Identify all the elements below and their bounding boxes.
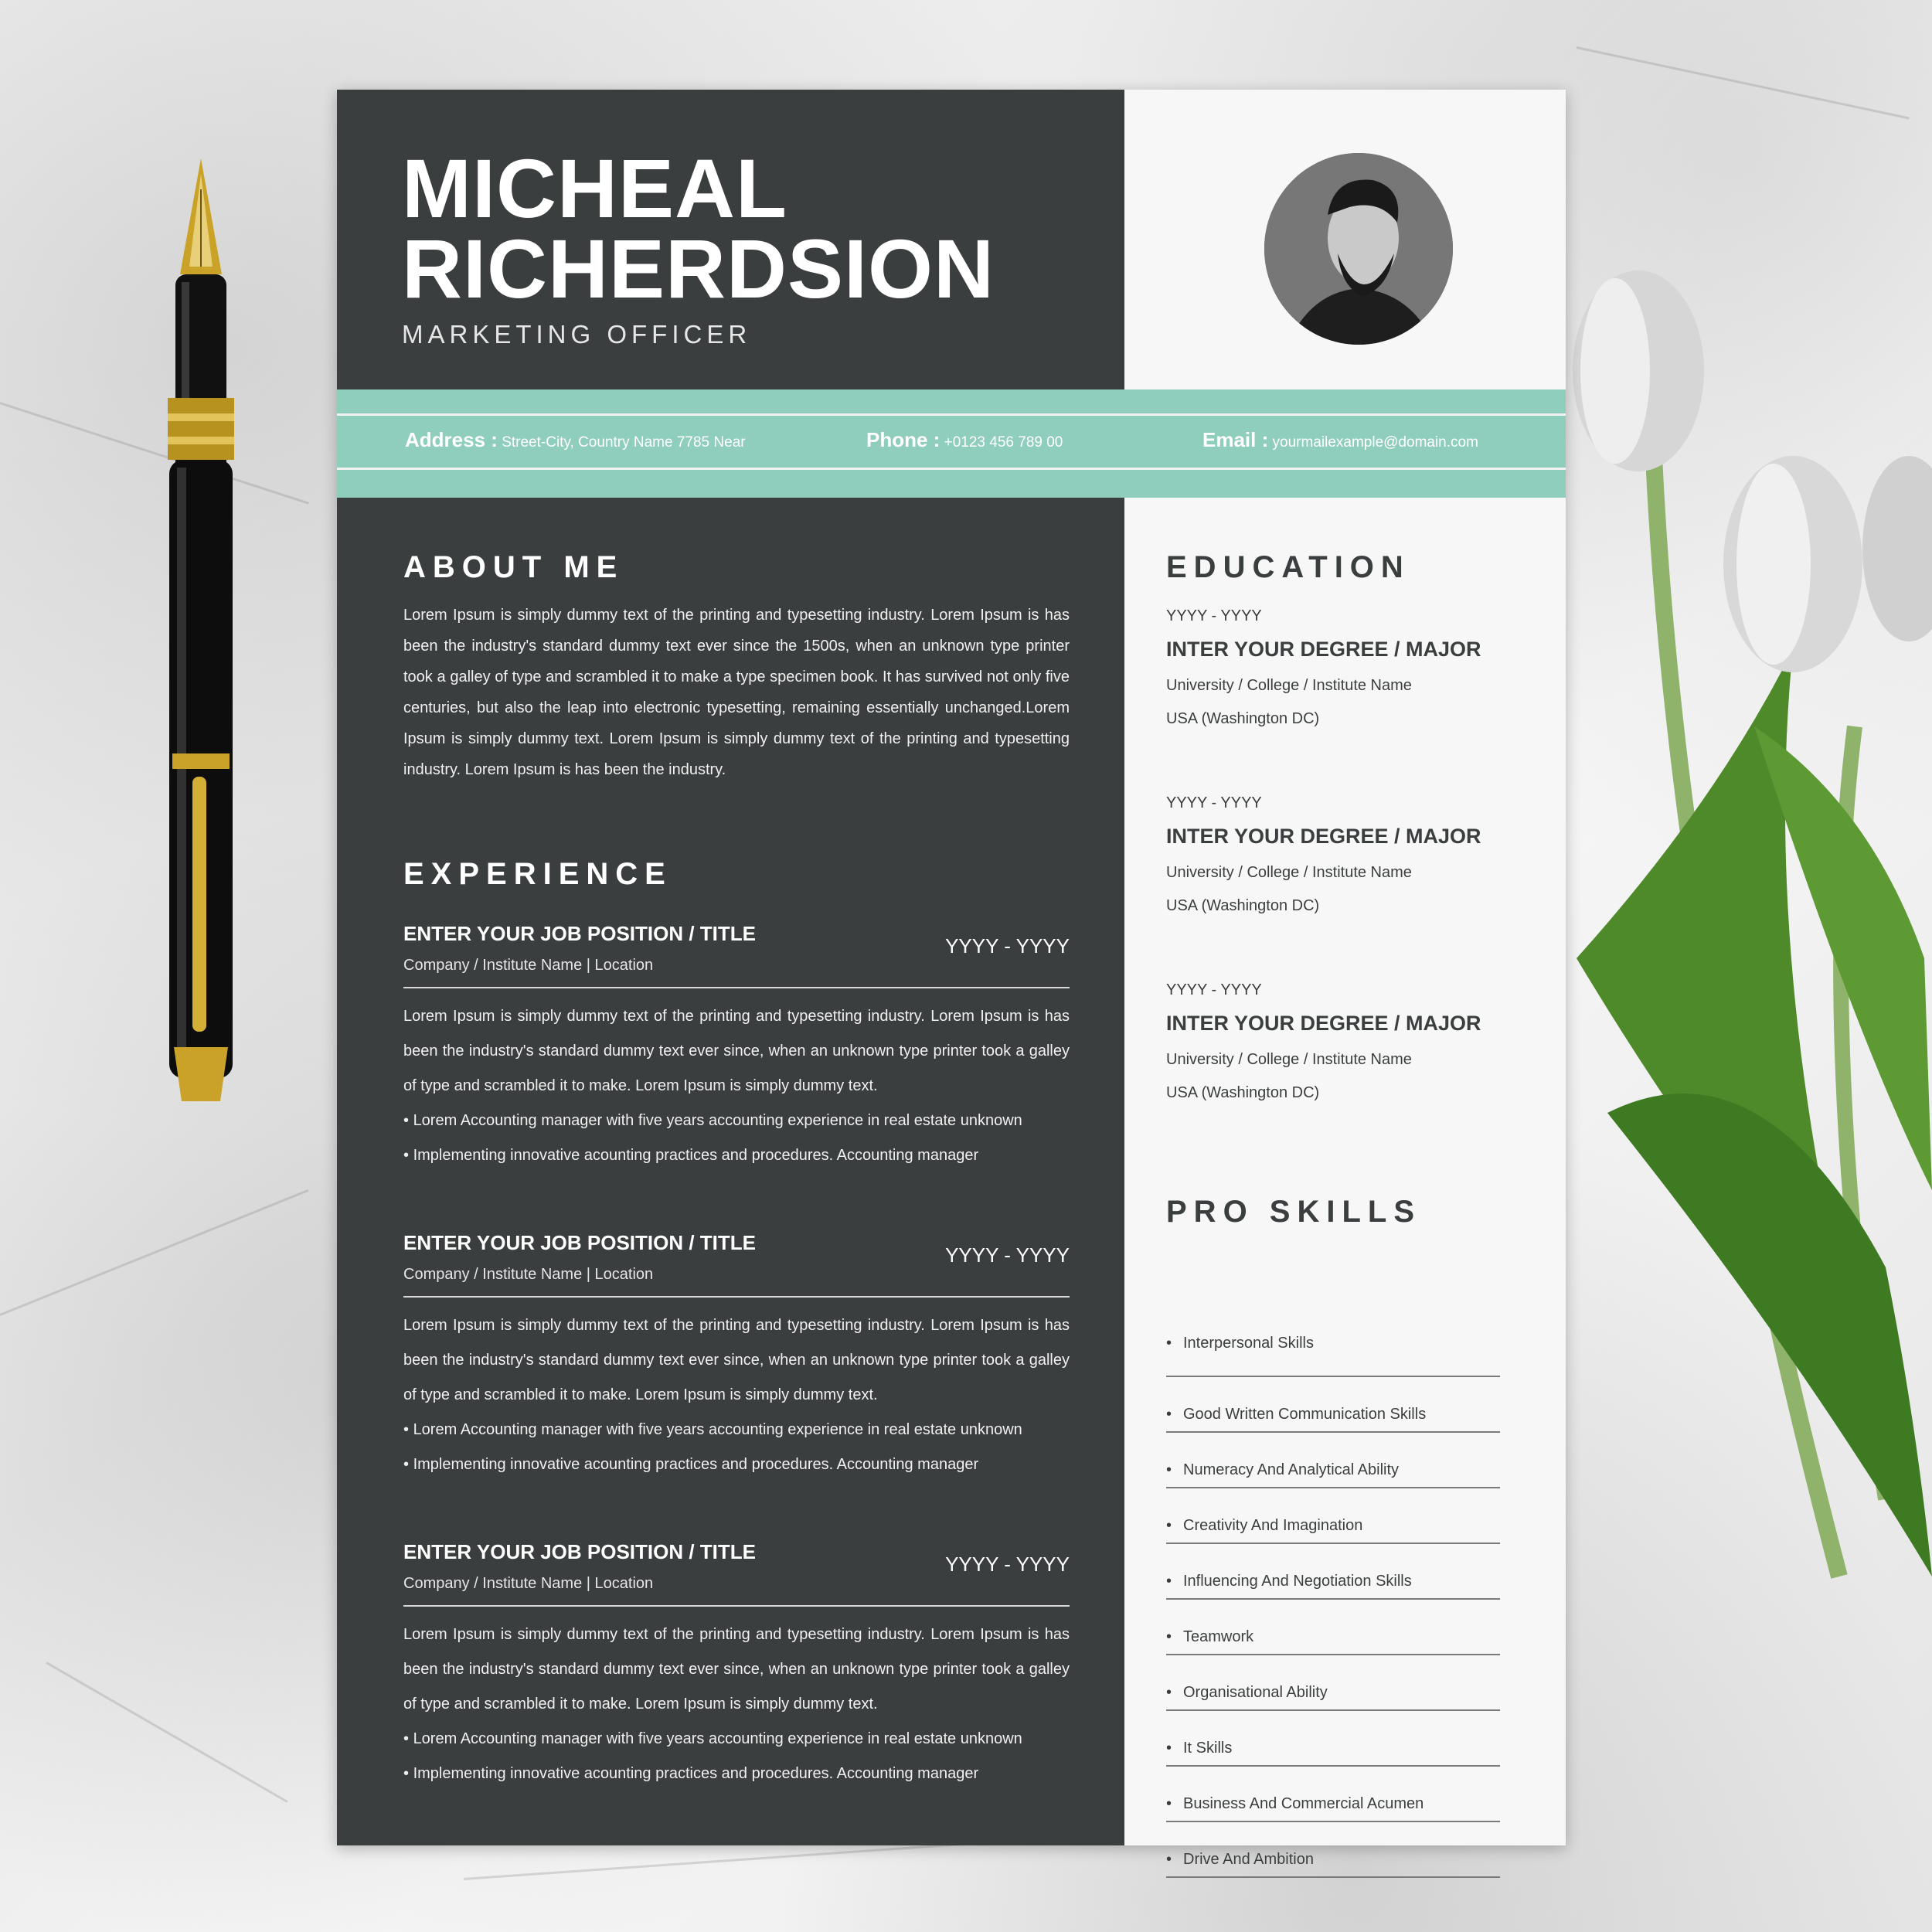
job-entry xyxy=(403,922,1070,1173)
bullet-icon: • xyxy=(1166,1795,1172,1812)
education-degree: INTER YOUR DEGREE / MAJOR xyxy=(1166,638,1481,661)
job-dates: YYYY - YYYY xyxy=(945,934,1070,957)
job-company: Company / Institute Name | Location xyxy=(403,957,654,974)
job-title: ENTER YOUR JOB POSITION / TITLE xyxy=(403,1231,757,1254)
contact-email xyxy=(1202,428,1478,452)
job-bullet: • Lorem Accounting manager with five years accounting experience in real estate unknown xyxy=(403,1421,1022,1438)
job-bullet-text: Implementing innovative acounting practices and procedures. Accounting manager xyxy=(413,1765,979,1782)
job-dates: YYYY - YYYY xyxy=(945,1243,1070,1267)
job-bullet-text: Lorem Accounting manager with five years accounting experience in real estate unknown xyxy=(413,1730,1022,1747)
job-title: ENTER YOUR JOB POSITION / TITLE xyxy=(403,922,757,945)
education-years: YYYY - YYYY xyxy=(1166,981,1262,998)
portrait-photo xyxy=(1264,153,1453,345)
job-bullet-text: Lorem Accounting manager with five years accounting experience in real estate unknown xyxy=(413,1112,1022,1129)
job-entry xyxy=(403,1540,1070,1791)
job-bullet-text: Implementing innovative acounting practices and procedures. Accounting manager xyxy=(413,1147,979,1164)
education-years: YYYY - YYYY xyxy=(1166,607,1262,624)
about-text: Lorem Ipsum is simply dummy text of the printing and typesetting industry. Lorem Ipsum is has been the industry's standard dummy text ever since the 1500s, when an unknown type printer took a galley of type and scrambled it to make a type specimen book. It has survived not only five centuries, but also the leap into electronic typesetting, remaining essentially unchanged.Lorem Ipsum is simply dummy text. Lorem Ipsum is simply dummy text of the printing and typesetting industry. Lorem Ipsum is has been the industry. xyxy=(403,607,1070,778)
job-role: MARKETING OFFICER xyxy=(402,320,752,349)
skill-item xyxy=(1166,1655,1500,1711)
job-divider xyxy=(403,987,1070,988)
skills-title: PRO SKILLS xyxy=(1166,1195,1422,1229)
job-entry xyxy=(403,1231,1070,1482)
skill-label: Interpersonal Skills xyxy=(1183,1335,1314,1352)
skill-item xyxy=(1166,1600,1500,1655)
skill-label: Creativity And Imagination xyxy=(1183,1517,1363,1534)
fountain-pen-icon xyxy=(158,158,243,1109)
skill-item xyxy=(1166,1377,1500,1433)
skill-item xyxy=(1166,1767,1500,1822)
bullet-icon: • xyxy=(1166,1628,1172,1645)
job-bullet: • Implementing innovative acounting practices and procedures. Accounting manager xyxy=(403,1765,979,1782)
bullet-icon: • xyxy=(1166,1740,1172,1757)
skill-item xyxy=(1166,1711,1500,1767)
job-bullet: • Lorem Accounting manager with five years accounting experience in real estate unknown xyxy=(403,1730,1022,1747)
contact-phone xyxy=(866,428,1063,452)
contact-address xyxy=(405,428,746,452)
resume-page xyxy=(337,90,1566,1868)
job-bullet: • Implementing innovative acounting practices and procedures. Accounting manager xyxy=(403,1456,979,1473)
skill-label: Business And Commercial Acumen xyxy=(1183,1795,1424,1812)
education-entry xyxy=(1166,981,1491,1102)
portrait-photo-graphic xyxy=(1264,153,1453,345)
skill-label: Organisational Ability xyxy=(1183,1684,1328,1701)
skill-item xyxy=(1166,1544,1500,1600)
education-school: University / College / Institute Name xyxy=(1166,1051,1412,1068)
address-label: Address : xyxy=(405,428,498,451)
experience-title: EXPERIENCE xyxy=(403,857,672,891)
job-bullet-text: Lorem Accounting manager with five years accounting experience in real estate unknown xyxy=(413,1421,1022,1438)
education-school: University / College / Institute Name xyxy=(1166,864,1412,881)
bullet-icon: • xyxy=(1166,1573,1172,1590)
education-entry xyxy=(1166,607,1491,728)
marble-vein xyxy=(46,1662,287,1803)
job-description: Lorem Ipsum is simply dummy text of the printing and typesetting industry. Lorem Ipsum is has been the industry's standard dummy text ever since, when an unknown type printer took a galley of type and scrambled it to make. Lorem Ipsum is simply dummy text. xyxy=(403,1008,1070,1094)
marble-vein xyxy=(0,402,309,505)
bullet-icon: • xyxy=(1166,1335,1172,1352)
education-location: USA (Washington DC) xyxy=(1166,1084,1320,1101)
bullet-icon: • xyxy=(1166,1461,1172,1478)
job-divider xyxy=(403,1296,1070,1298)
skills-list xyxy=(1166,1322,1500,1878)
job-company: Company / Institute Name | Location xyxy=(403,1575,654,1592)
stripe-bottom-line xyxy=(337,468,1566,470)
marble-vein xyxy=(0,1189,308,1316)
skill-label: Drive And Ambition xyxy=(1183,1851,1314,1868)
first-name: MICHEAL xyxy=(402,141,787,235)
education-title: EDUCATION xyxy=(1166,550,1410,584)
skill-label: It Skills xyxy=(1183,1740,1233,1757)
job-title: ENTER YOUR JOB POSITION / TITLE xyxy=(403,1540,757,1563)
skill-label: Good Written Communication Skills xyxy=(1183,1406,1427,1423)
last-name: RICHERDSION xyxy=(402,222,995,315)
email-value: yourmailexample@domain.com xyxy=(1272,434,1478,451)
bullet-icon: • xyxy=(1166,1406,1172,1423)
job-company: Company / Institute Name | Location xyxy=(403,1266,654,1283)
job-dates: YYYY - YYYY xyxy=(945,1553,1070,1576)
skill-item xyxy=(1166,1433,1500,1488)
job-bullet: • Implementing innovative acounting practices and procedures. Accounting manager xyxy=(403,1147,979,1164)
job-description: Lorem Ipsum is simply dummy text of the printing and typesetting industry. Lorem Ipsum is has been the industry's standard dummy text ever since, when an unknown type printer took a galley of type and scrambled it to make. Lorem Ipsum is simply dummy text. xyxy=(403,1626,1070,1713)
bullet-icon: • xyxy=(1166,1517,1172,1534)
tulips-icon xyxy=(1561,263,1932,1623)
skill-label: Teamwork xyxy=(1183,1628,1254,1645)
education-years: YYYY - YYYY xyxy=(1166,794,1262,811)
education-degree: INTER YOUR DEGREE / MAJOR xyxy=(1166,1012,1481,1035)
education-degree: INTER YOUR DEGREE / MAJOR xyxy=(1166,825,1481,848)
marble-vein xyxy=(1577,46,1910,119)
education-entry xyxy=(1166,794,1491,915)
skill-label: Numeracy And Analytical Ability xyxy=(1183,1461,1400,1478)
education-school: University / College / Institute Name xyxy=(1166,677,1412,694)
email-label: Email : xyxy=(1202,428,1269,451)
job-divider xyxy=(403,1605,1070,1607)
skill-item xyxy=(1166,1488,1500,1544)
job-description: Lorem Ipsum is simply dummy text of the printing and typesetting industry. Lorem Ipsum is has been the industry's standard dummy text ever since, when an unknown type printer took a galley of type and scrambled it to make. Lorem Ipsum is simply dummy text. xyxy=(403,1317,1070,1403)
education-location: USA (Washington DC) xyxy=(1166,710,1320,727)
stripe-top-line xyxy=(337,413,1566,416)
marble-vein xyxy=(464,1840,1004,1880)
phone-value: +0123 456 789 00 xyxy=(944,434,1063,451)
skill-item xyxy=(1166,1822,1500,1878)
skill-item xyxy=(1166,1322,1500,1377)
address-value: Street-City, Country Name 7785 Near xyxy=(502,434,746,451)
bullet-icon: • xyxy=(1166,1684,1172,1701)
phone-label: Phone : xyxy=(866,428,940,451)
skill-label: Influencing And Negotiation Skills xyxy=(1183,1573,1412,1590)
job-bullet-text: Implementing innovative acounting practices and procedures. Accounting manager xyxy=(413,1456,979,1473)
job-bullet: • Lorem Accounting manager with five years accounting experience in real estate unknown xyxy=(403,1112,1022,1129)
education-location: USA (Washington DC) xyxy=(1166,897,1320,914)
bullet-icon: • xyxy=(1166,1851,1172,1868)
about-title: ABOUT ME xyxy=(403,550,624,584)
